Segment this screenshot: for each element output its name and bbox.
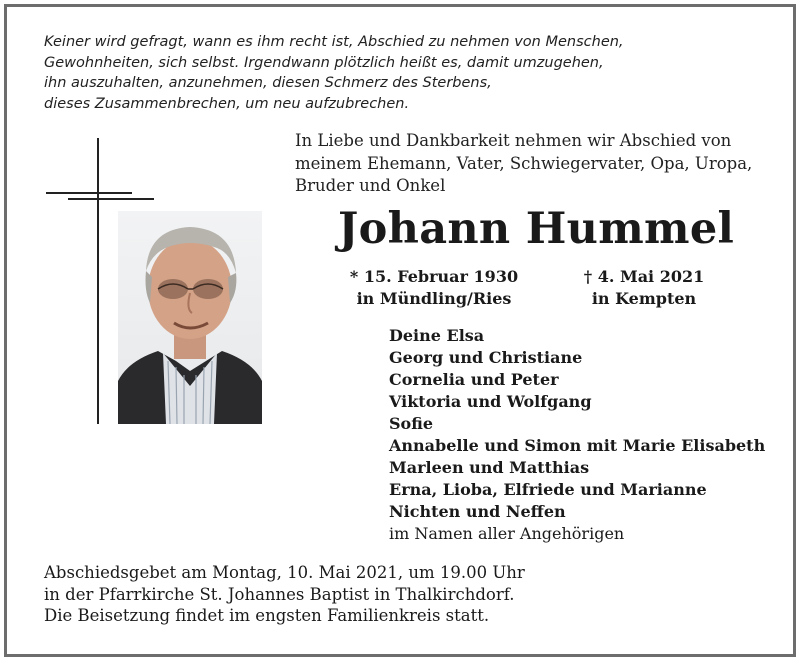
mourner-entry: Georg und Christiane <box>389 348 583 367</box>
intro-line: meinem Ehemann, Vater, Schwiegervater, Opa, Uropa, <box>295 153 753 173</box>
poem-line: dieses Zusammenbrechen, um neu aufzubrechen. <box>44 95 410 112</box>
mourner-entry: Erna, Lioba, Elfriede und Marianne <box>389 480 707 499</box>
intro-line: In Liebe und Dankbarkeit nehmen wir Abschied von <box>295 131 732 150</box>
cross-crossbar-lower <box>68 198 154 200</box>
service-line: Abschiedsgebet am Montag, 10. Mai 2021, um 19.00 Uhr <box>44 563 525 582</box>
intro-line: Bruder und Onkel <box>295 176 446 195</box>
death-info <box>574 266 714 310</box>
mourners-note: im Namen aller Angehörigen <box>389 524 625 543</box>
mourner-entry: Sofie <box>389 414 434 433</box>
death-date: † 4. Mai 2021 <box>583 267 705 286</box>
service-line: in der Pfarrkirche St. Johannes Baptist in Thalkirchdorf. <box>44 584 515 604</box>
mourners-list <box>389 325 765 545</box>
deceased-name: Johann Hummel <box>338 204 735 254</box>
mourner-entry: Cornelia und Peter <box>389 370 559 389</box>
mourner-entry: Marleen und Matthias <box>389 458 590 477</box>
service-info <box>44 562 525 627</box>
birth-place: in Mündling/Ries <box>356 289 512 308</box>
mourner-entry: Annabelle und Simon mit Marie Elisabeth <box>389 436 766 455</box>
service-line: Die Beisetzung findet im engsten Familienkreis statt. <box>44 606 490 625</box>
mourner-entry: Viktoria und Wolfgang <box>389 392 592 411</box>
mourner-entry: Deine Elsa <box>389 326 485 345</box>
poem-line: ihn auszuhalten, anzunehmen, diesen Schmerz des Sterbens, <box>44 75 492 91</box>
cross-vertical-bar <box>97 138 99 424</box>
intro-text <box>295 130 765 198</box>
poem-line: Gewohnheiten, sich selbst. Irgendwann plötzlich heißt es, damit umzugehen, <box>44 54 604 71</box>
birth-date: * 15. Februar 1930 <box>349 267 519 286</box>
death-place: in Kempten <box>591 289 697 308</box>
mourner-entry: Nichten und Neffen <box>389 502 566 521</box>
cross-crossbar-upper <box>46 192 132 194</box>
poem <box>44 32 764 114</box>
poem-line: Keiner wird gefragt, wann es ihm recht ist, Abschied zu nehmen von Menschen, <box>44 34 624 50</box>
portrait-photo <box>118 211 262 424</box>
birth-info <box>344 266 524 310</box>
